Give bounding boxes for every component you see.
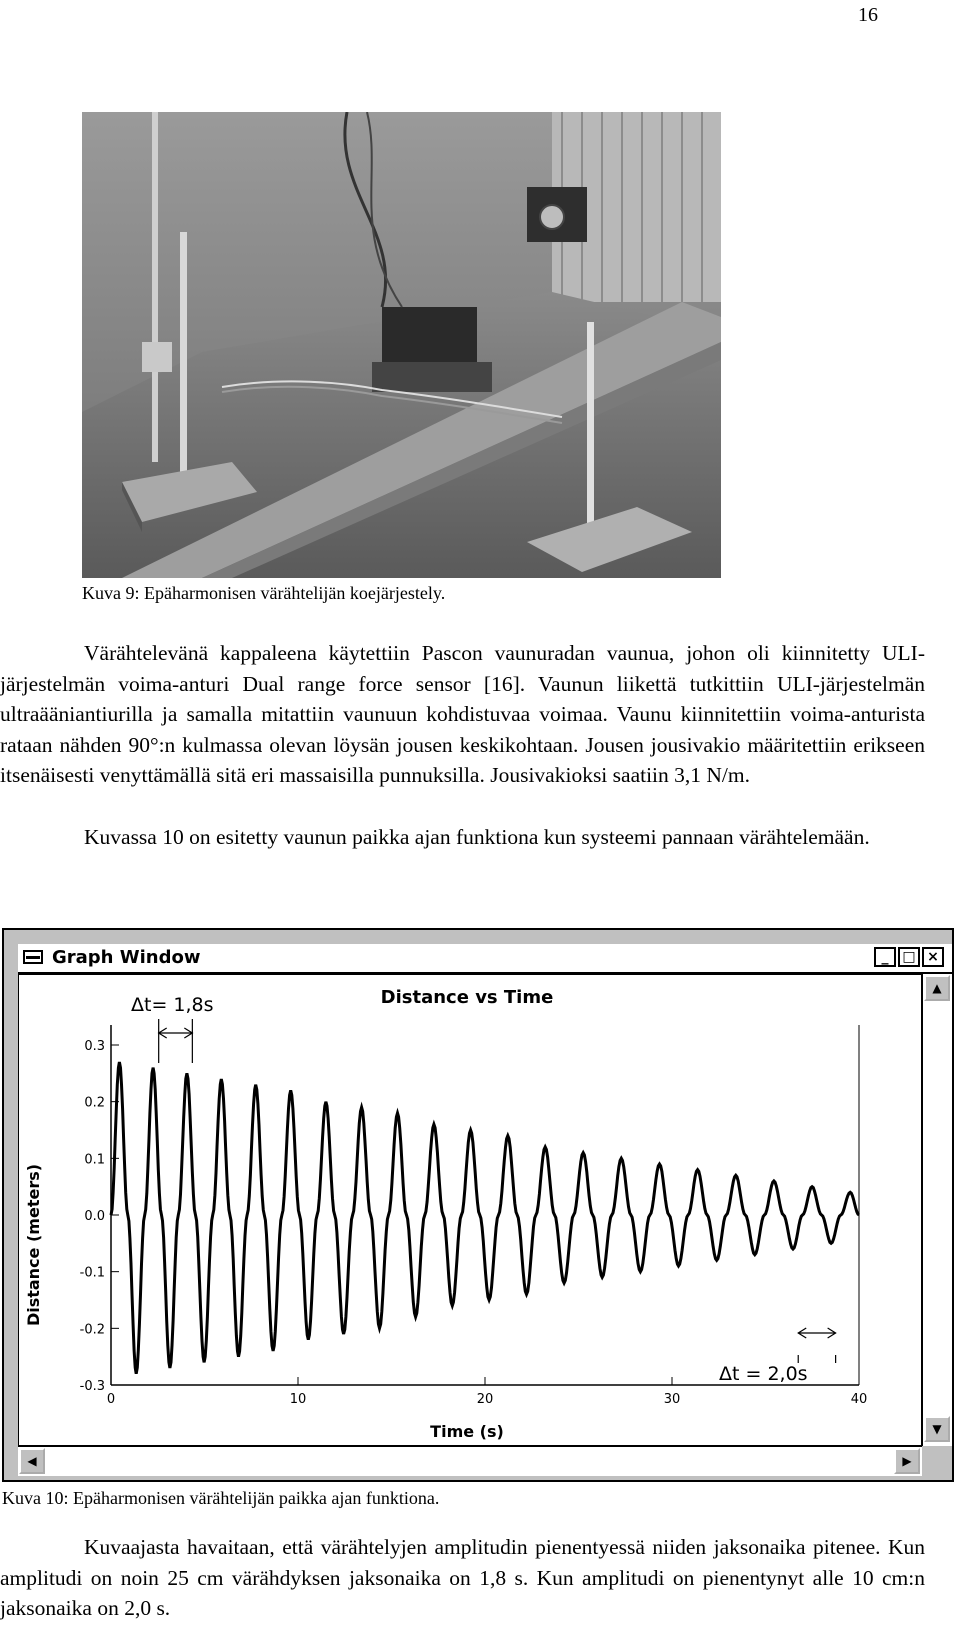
y-axis-label: Distance (meters) [24,1163,43,1327]
period-annotation-1-label: Δt= 1,8s [131,994,214,1016]
y-tick-label: 0.2 [84,1095,105,1111]
y-tick-label: 0.3 [84,1039,105,1054]
scrollbar-corner [922,1446,952,1476]
graph-window-titlebar[interactable] [18,944,952,974]
figure-10-caption: Kuva 10: Epäharmonisen värähtelijän paikka ajan funktiona. [2,1488,440,1508]
window-menu-icon[interactable] [23,950,43,964]
page-number: 16 [858,4,878,26]
y-tick-label: -0.2 [79,1322,105,1338]
x-tick-label: 10 [289,1392,307,1407]
y-tick-label: 0.1 [84,1152,105,1168]
close-button[interactable]: × [922,947,944,967]
x-tick-label: 0 [106,1392,116,1407]
figure-9-caption: Kuva 9: Epäharmonisen värähtelijän koejärjestely. [82,583,446,603]
x-tick-label: 30 [663,1392,681,1407]
y-tick-label: -0.1 [79,1265,105,1281]
distance-vs-time-chart [19,975,921,1445]
graph-window-title: Graph Window [52,947,201,968]
y-tick-label: -0.3 [79,1379,105,1394]
paragraph-3: Kuvaajasta havaitaan, että värähtelyjen amplitudin pienentyessä niiden jaksonaika pitenee. Kun amplitudi on noin 25 cm värähdyksen jaksonaika on 1,8 s. Kun amplitudi on pienentynyt alle 10 cm:n jaksonaika on 2,0 s. [0,1535,925,1620]
scroll-right-button[interactable]: ▶ [894,1448,920,1474]
scroll-down-button[interactable]: ▼ [924,1416,950,1442]
paragraph-1: Värähtelevänä kappaleena käytettiin Pascon vaunuradan vaunua, johon oli kiinnitetty ULI-järjestelmän voima-anturi Dual range force sensor [16]. Vaunun liikettä tutkittiin ULI-järjestelmän ultraääniantiurilla ja samalla mitattiin vaunuun kohdistuvaa voimaa. Vaunu kiinnitettiin voima-anturista rataan nähden 90°:n kulmassa olevan löysän jousen keskikohtaan. Jousen jousivakio määritettiin erikseen itsenäisesti venyttämällä sitä eri massaisilla punnuksilla. Jousivakioksi saatiin 3,1 N/m. [0,641,925,787]
minimize-button[interactable]: _ [874,947,896,967]
scroll-left-button[interactable]: ◀ [19,1448,45,1474]
horizontal-scrollbar[interactable] [18,1446,922,1476]
series-line [111,1062,859,1374]
scroll-up-button[interactable]: ▲ [924,975,950,1001]
x-axis-label: Time (s) [430,1422,504,1441]
vertical-scrollbar[interactable] [922,974,952,1446]
maximize-button[interactable]: □ [898,947,920,967]
plot-area [18,974,922,1446]
graph-window [2,928,954,1482]
period-annotation-2-label: Δt = 2,0s [719,1363,808,1385]
chart-title: Distance vs Time [380,987,554,1008]
y-tick-label: 0.0 [84,1209,105,1224]
figure-9-photo [82,112,721,578]
x-tick-label: 20 [476,1392,494,1407]
paragraph-2: Kuvassa 10 on esitetty vaunun paikka ajan funktiona kun systeemi pannaan värähtelemään. [84,825,870,849]
x-tick-label: 40 [850,1392,868,1407]
